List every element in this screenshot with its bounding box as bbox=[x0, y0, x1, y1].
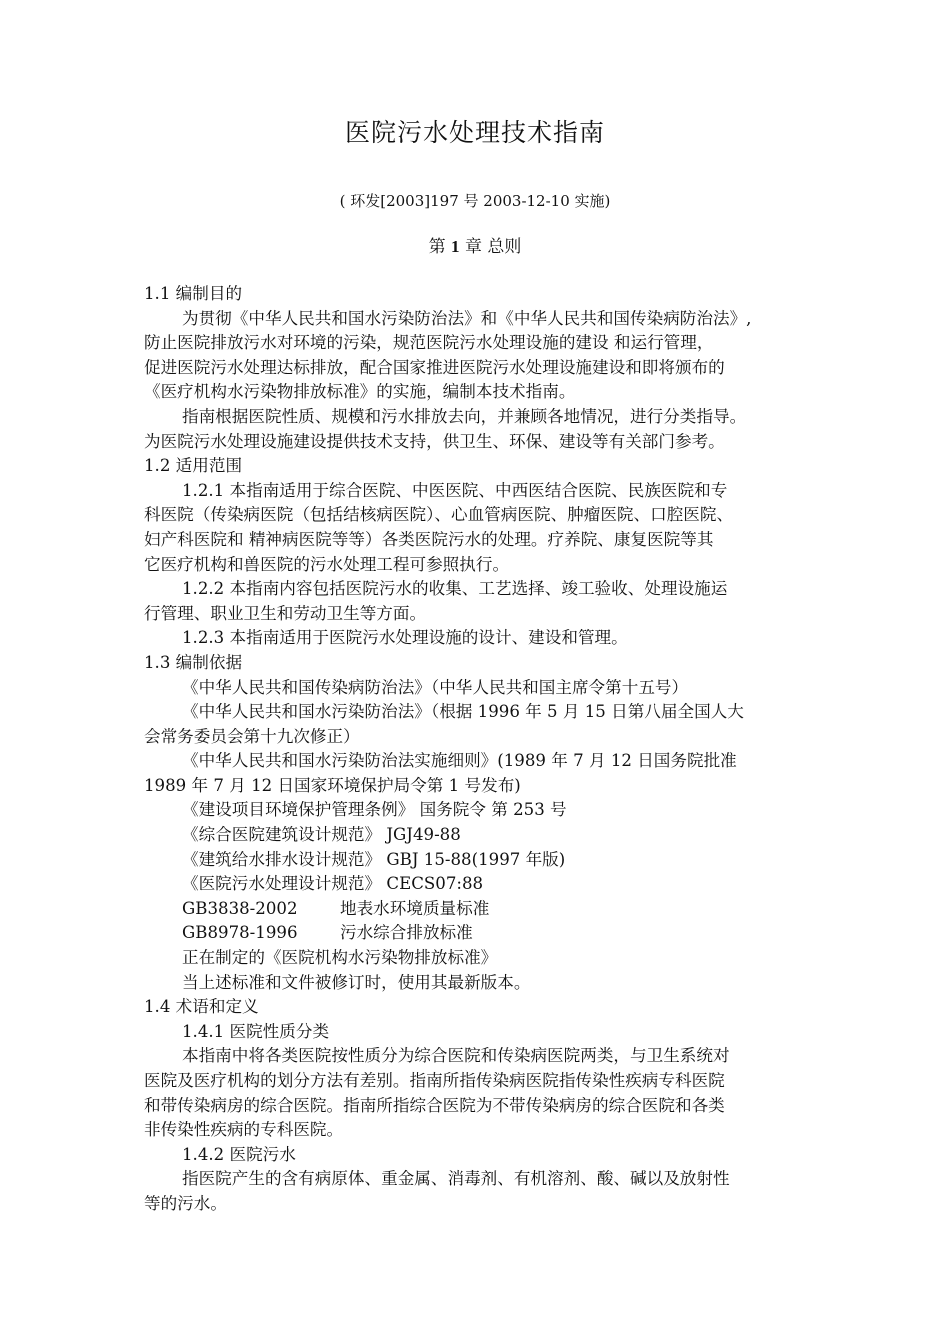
document-body bbox=[144, 282, 808, 1217]
paragraph-line: 非传染性疾病的专科医院。 bbox=[144, 1120, 344, 1140]
paragraph-line: 1.2.1 本指南适用于综合医院、中医医院、中西医结合医院、民族医院和专 bbox=[182, 480, 728, 500]
standard-code: GB8978-1996 bbox=[182, 923, 298, 943]
paragraph-line: 为医院污水处理设施建设提供技术支持，供卫生、环保、建设等有关部门参考。 bbox=[144, 431, 725, 451]
reference-line: 会常务委员会第十九次修正） bbox=[144, 726, 360, 746]
reference-line: 《中华人民共和国水污染防治法实施细则》(1989 年 7 月 12 日国务院批准 bbox=[182, 751, 737, 771]
standard-line bbox=[144, 921, 808, 946]
reference-line: 正在制定的《医院机构水污染物排放标准》 bbox=[182, 948, 498, 968]
paragraph-line: 科医院（传染病医院（包括结核病医院）、心血管病医院、肿瘤医院、口腔医院、 bbox=[144, 505, 734, 525]
paragraph-line: 等的污水。 bbox=[144, 1193, 227, 1213]
reference-line: 当上述标准和文件被修订时，使用其最新版本。 bbox=[182, 972, 531, 992]
section-heading-1-4: 1.4 术语和定义 bbox=[144, 997, 259, 1017]
section-heading-1-1: 1.1 编制目的 bbox=[144, 284, 243, 303]
paragraph-line: 本指南中将各类医院按性质分为综合医院和传染病医院两类，与卫生系统对 bbox=[182, 1046, 730, 1066]
chapter-heading bbox=[0, 232, 950, 257]
reference-line: 《医院污水处理设计规范》 CECS07:88 bbox=[182, 874, 484, 894]
paragraph-line: 它医疗机构和兽医院的污水处理工程可参照执行。 bbox=[144, 554, 510, 574]
paragraph-line: 医院及医疗机构的划分方法有差别。指南所指传染病医院指传染性疾病专科医院 bbox=[144, 1071, 725, 1090]
subsection-heading-1-4-1: 1.4.1 医院性质分类 bbox=[182, 1021, 330, 1041]
reference-line: 《中华人民共和国水污染防治法》（根据 1996 年 5 月 15 日第八届全国人大 bbox=[182, 702, 744, 722]
reference-line: 《建筑给水排水设计规范》 GBJ 15-88(1997 年版) bbox=[182, 849, 566, 869]
standard-name: 污水综合排放标准 bbox=[340, 923, 473, 943]
paragraph-line: 和带传染病房的综合医院。指南所指综合医院为不带传染病房的综合医院和各类 bbox=[144, 1095, 725, 1115]
section-heading-1-3: 1.3 编制依据 bbox=[144, 652, 243, 672]
paragraph-line: 促进医院污水处理达标排放，配合国家推进医院污水处理设施建设和即将颁布的 bbox=[144, 357, 725, 377]
paragraph-line: 防止医院排放污水对环境的污染，规范医院污水处理设施的建设 和运行管理， bbox=[144, 333, 714, 353]
paragraph-line: 1.2.3 本指南适用于医院污水处理设施的设计、建设和管理。 bbox=[182, 628, 628, 648]
paragraph-line: 妇产科医院和 精神病医院等等）各类医院污水的处理。疗养院、康复医院等其 bbox=[144, 529, 714, 549]
chapter-prefix: 第 bbox=[428, 237, 446, 257]
paragraph-line: 指医院产生的含有病原体、重金属、消毒剂、有机溶剂、酸、碱以及放射性 bbox=[182, 1169, 730, 1189]
paragraph-line: 为贯彻《中华人民共和国水污染防治法》和《中华人民共和国传染病防治法》, bbox=[182, 308, 752, 328]
subsection-heading-1-4-2: 1.4.2 医院污水 bbox=[182, 1144, 296, 1164]
standard-code: GB3838-2002 bbox=[182, 898, 298, 918]
reference-line: 《综合医院建筑设计规范》 JGJ49-88 bbox=[182, 825, 461, 845]
chapter-suffix: 章 总则 bbox=[464, 237, 522, 257]
reference-line: 《建设项目环境保护管理条例》 国务院令 第 253 号 bbox=[182, 800, 567, 820]
paragraph-line: 1.2.2 本指南内容包括医院污水的收集、工艺选择、竣工验收、处理设施运 bbox=[182, 579, 728, 599]
reference-line: 《中华人民共和国传染病防治法》（中华人民共和国主席令第十五号） bbox=[182, 677, 689, 697]
document-title: 医院污水处理技术指南 bbox=[344, 118, 605, 147]
standard-name: 地表水环境质量标准 bbox=[340, 898, 490, 918]
paragraph-line: 指南根据医院性质、规模和污水排放去向，并兼顾各地情况，进行分类指导。 bbox=[182, 406, 747, 426]
standard-line bbox=[144, 897, 808, 922]
document-subtitle: ( 环发[2003]197 号 2003-12-10 实施) bbox=[339, 192, 611, 210]
reference-line: 1989 年 7 月 12 日国家环境保护局令第 1 号发布) bbox=[144, 775, 521, 795]
paragraph-line: 《医疗机构水污染物排放标准》的实施，编制本技术指南。 bbox=[144, 382, 576, 402]
paragraph-line: 行管理、职业卫生和劳动卫生等方面。 bbox=[144, 603, 427, 623]
chapter-number: 1 bbox=[451, 237, 460, 256]
section-heading-1-2: 1.2 适用范围 bbox=[144, 456, 243, 476]
